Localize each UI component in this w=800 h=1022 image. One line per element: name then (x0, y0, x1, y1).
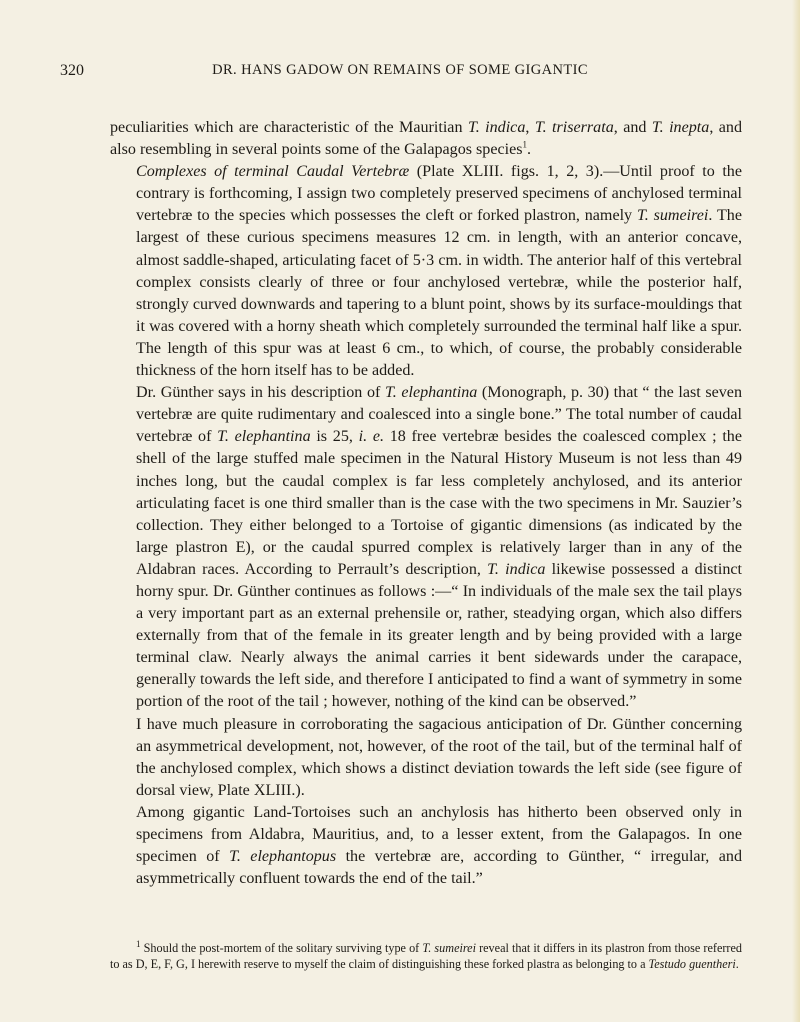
text-run: , and (613, 119, 652, 136)
body-text (110, 117, 742, 890)
abbreviation: i. e. (358, 428, 385, 446)
species-name: Testudo guentheri (648, 957, 736, 972)
footnote-text (110, 940, 742, 973)
text-run: . (735, 957, 739, 972)
paragraph-5 (110, 802, 742, 890)
species-name: T. inepta (651, 119, 710, 136)
page-header (60, 62, 740, 86)
text-run: . (527, 141, 532, 159)
text-run: Dr. Günther says in his description of (136, 384, 385, 402)
section-heading: Complexes of terminal Caudal Vertebræ (136, 163, 410, 181)
paragraph-2 (110, 161, 742, 382)
footnote-ref: 1 (522, 139, 528, 150)
text-run: (Monograph, p. 30) that “ the last seven vertebræ are quite rudimentary and coalesced into a single bone.” The total number of caudal vertebræ of (136, 384, 742, 446)
text-run: reveal that it differs in its plastron from those referred to as D, E, F, G, I herewith reserve to myself the claim of distinguishing these forked plastra as belonging to a (110, 941, 742, 972)
paragraph-1 (110, 117, 742, 161)
text-run: Should the post-mortem of the solitary surviving type of (140, 941, 423, 955)
species-name: T. indica (467, 119, 526, 136)
page-number: 320 (60, 62, 84, 79)
running-head: DR. HANS GADOW ON REMAINS OF SOME GIGANTIC (212, 62, 588, 78)
text-run: , and also resembling in several points some of the Galapagos species (110, 119, 743, 159)
text-run: (Plate XLIII. figs. 1, 2, 3).—Until proof to the contrary is forthcoming, I assign two completely preserved specimens of anchylosed terminal vertebræ to the species which possesses the cleft or forked plastron, namely (136, 163, 742, 225)
page-edge (792, 0, 800, 1022)
species-name: T. sumeirei (422, 941, 476, 955)
species-name: T. indica (487, 560, 546, 578)
text-run: peculiarities which are characteristic of the Mauritian (110, 119, 468, 136)
footnote-mark: 1 (136, 938, 141, 949)
text-run: , (525, 119, 535, 136)
text-run: likewise possessed a distinct horny spur. Dr. Günther continues as follows :—“ In individuals of the male sex the tail plays a very important part as an external prehensile or, rather, steadying organ, which also differs externally from that of the female in its greater length and by being provided with a large terminal claw. Nearly always the animal carries it bent sidewards under the carapace, generally towards the left side, and therefore I anticipated to find a want of symmetry in some portion of the root of the tail ; however, nothing of the kind can be observed.” (136, 560, 742, 711)
species-name: T. elephantina (217, 428, 311, 446)
species-name: T. sumeirei (636, 207, 709, 225)
text-run: I have much pleasure in corroborating the sagacious anticipation of Dr. Günther concerning an asymmetrical development, not, however, of the root of the tail, but of the terminal half of the anchylosed complex, which shows a distinct deviation towards the left side (see figure of dorsal view, Plate XLIII.). (136, 715, 742, 799)
species-name: T. elephantina (384, 384, 478, 402)
paragraph-3 (110, 382, 742, 713)
text-run: the vertebræ are, according to Günther, “ irregular, and asymmetrically confluent towards the end of the tail.” (136, 848, 742, 888)
species-name: T. triserrata (534, 119, 614, 136)
species-name: T. elephantopus (229, 848, 337, 866)
text-run: is 25, (310, 428, 359, 446)
text-run: . The largest of these curious specimens measures 12 cm. in length, with an anterior concave, almost saddle-shaped, articulating facet of 5·3 cm. in width. The anterior half of this vertebral complex consists clearly of three or four anchylosed vertebræ, while the posterior half, strongly curved downwards and tapering to a blunt point, shows by its surface-mouldings that it was covered with a horny sheath which completely surrounded the terminal half like a spur. The length of this spur was at least 6 cm., to which, of course, the probably considerable thickness of the horn itself has to be added. (136, 207, 742, 380)
text-run: 18 free vertebræ besides the coalesced complex ; the shell of the large stuffed male specimen in the Natural History Museum is not less than 49 inches long, but the caudal complex is far less completely anchylosed, and its anterior articulating facet is one third smaller than is the case with the two specimens in Mr. Sauzier’s collection. They either belonged to a Tortoise of gigantic dimensions (as indicated by the large plastron E), or the caudal spurred complex is relatively larger than in any of the Aldabran races. According to Perrault’s description, (136, 428, 742, 578)
footnote (110, 940, 742, 973)
paragraph-4 (110, 714, 742, 802)
text-run: Among gigantic Land-Tortoises such an anchylosis has hitherto been observed only in specimens from Aldabra, Mauritius, and, to a lesser extent, from the Galapagos. In one specimen of (136, 803, 742, 866)
